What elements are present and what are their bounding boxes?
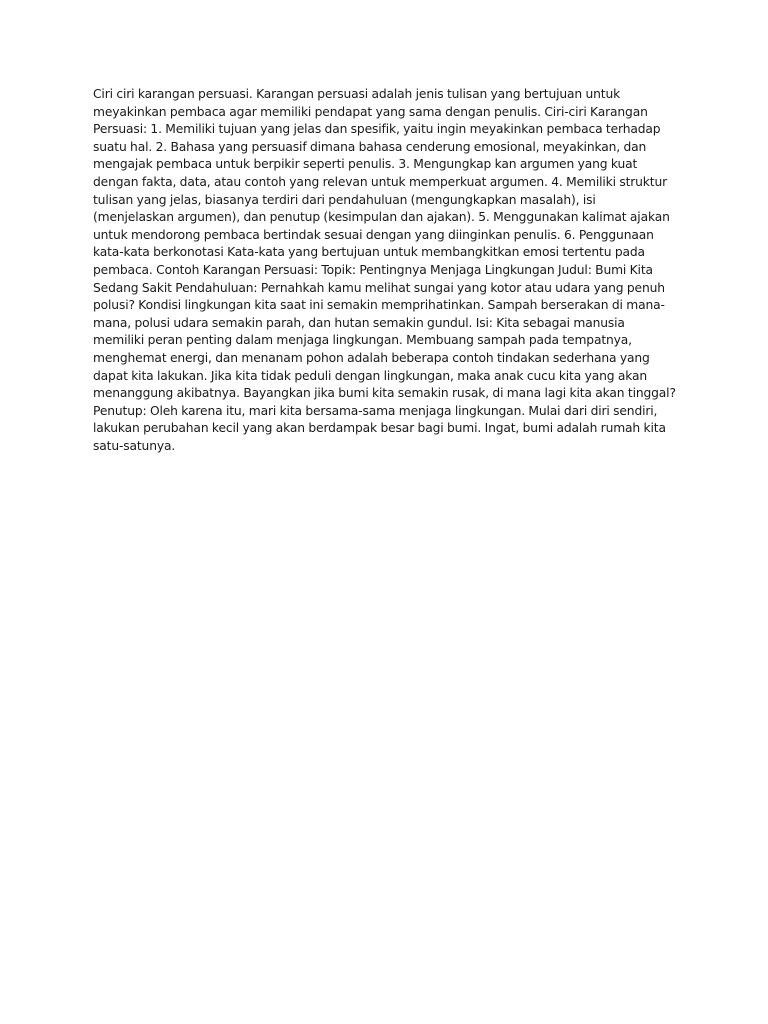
body-paragraph: Ciri ciri karangan persuasi. Karangan persuasi adalah jenis tulisan yang bertujuan untuk meyakinkan pembaca agar memiliki pendapat yang sama dengan penulis. Ciri-ciri Karangan Persuasi: 1. Memiliki tujuan yang jelas dan spesifik, yaitu ingin meyakinkan pembaca terhadap suatu hal. 2. Bahasa yang persuasif dimana bahasa cenderung emosional, meyakinkan, dan mengajak pembaca untuk berpikir seperti penulis. 3. Mengungkap kan argumen yang kuat dengan fakta, data, atau contoh yang relevan untuk memperkuat argumen. 4. Memiliki struktur tulisan yang jelas, biasanya terdiri dari pendahuluan (mengungkapkan masalah), isi (menjelaskan argumen), dan penutup (kesimpulan dan ajakan). 5. Menggunakan kalimat ajakan untuk mendorong pembaca bertindak sesuai dengan yang diinginkan penulis. 6. Penggunaan kata-kata berkonotasi Kata-kata yang bertujuan untuk membangkitkan emosi tertentu pada pembaca. Contoh Karangan Persuasi: Topik: Pentingnya Menjaga Lingkungan Judul: Bumi Kita Sedang Sakit Pendahuluan: Pernahkah kamu melihat sungai yang kotor atau udara yang penuh polusi? Kondisi lingkungan kita saat ini semakin memprihatinkan. Sampah berserakan di mana-mana, polusi udara semakin parah, dan hutan semakin gundul. Isi: Kita sebagai manusia memiliki peran penting dalam menjaga lingkungan. Membuang sampah pada tempatnya, menghemat energi, dan menanam pohon adalah beberapa contoh tindakan sederhana yang dapat kita lakukan. Jika kita tidak peduli dengan lingkungan, maka anak cucu kita yang akan menanggung akibatnya. Bayangkan jika bumi kita semakin rusak, di mana lagi kita akan tinggal? Penutup: Oleh karena itu, mari kita bersama-sama menjaga lingkungan. Mulai dari diri sendiri, lakukan perubahan kecil yang akan berdampak besar bagi bumi. Ingat, bumi adalah rumah kita satu-satunya. <box>93 87 676 453</box>
